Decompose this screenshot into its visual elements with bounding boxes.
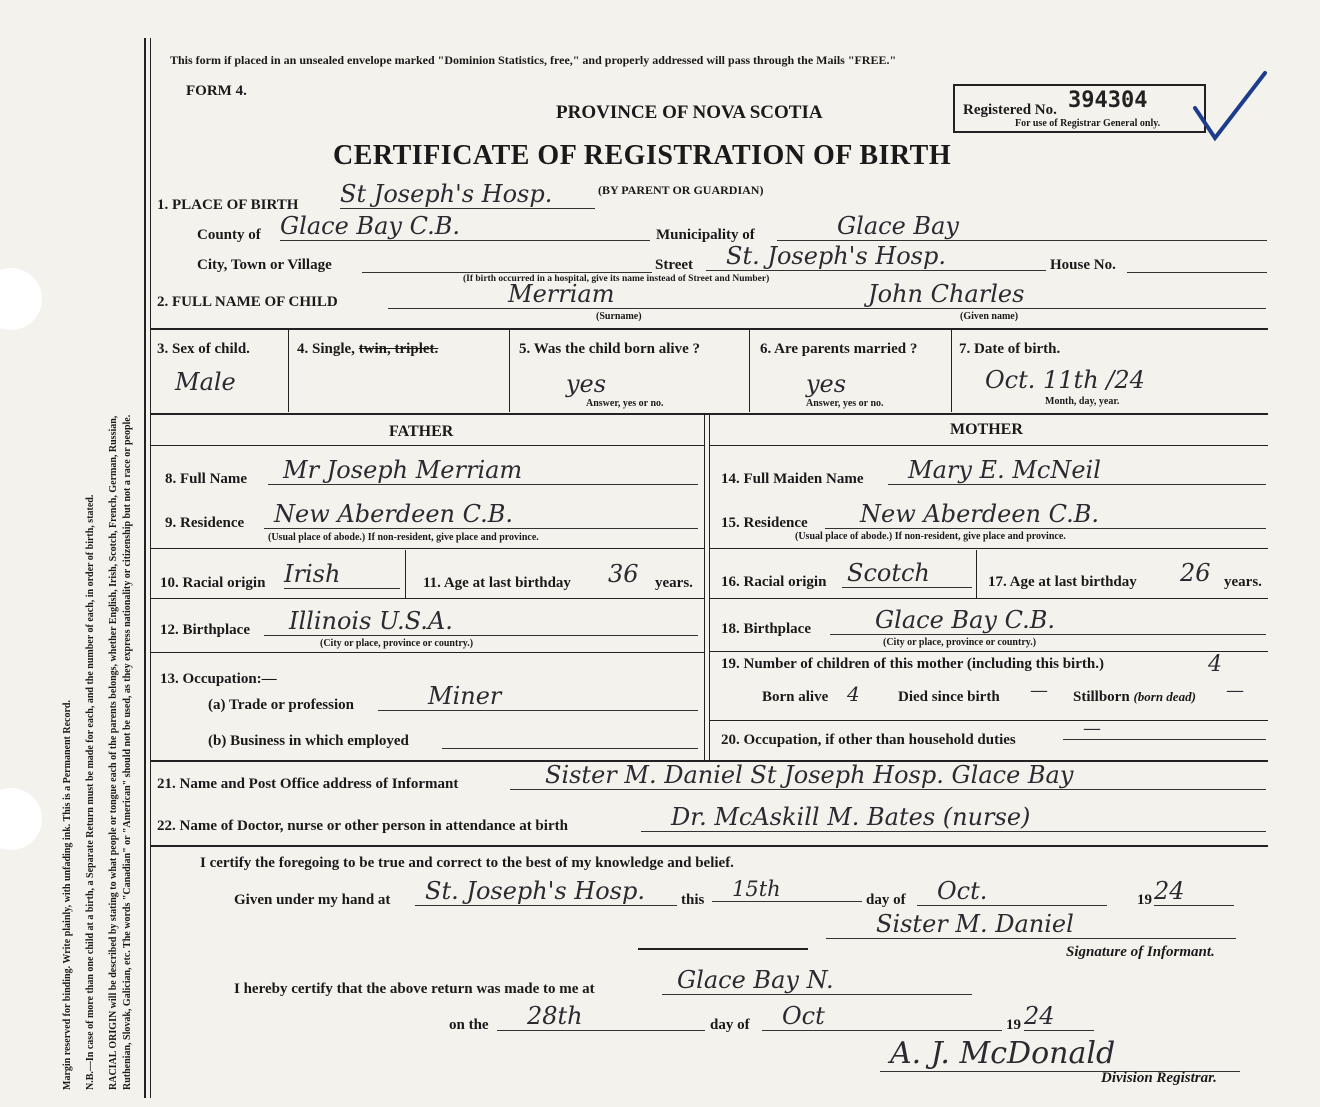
mother-name-value: Mary E. McNeil [888,456,1266,485]
doctor-value: Dr. McAskill M. Bates (nurse) [641,803,1266,832]
registrar-note: For use of Registrar General only. [1015,118,1161,129]
trade-label: (a) Trade or profession [208,697,354,713]
stillborn-text: Stillborn [1073,689,1130,705]
separator-line [638,948,808,950]
doctor-label: 22. Name of Doctor, nurse or other person in attendance at birth [157,818,568,834]
died-since-birth-label: Died since birth [898,689,1000,705]
city-line [362,272,652,273]
born-alive-label: 5. Was the child born alive ? [519,341,700,357]
children-count-value: 4 [1208,652,1222,677]
form-left-border [144,38,146,1098]
day-of-label: day of [710,1017,750,1033]
mother-residence-label: 15. Residence [721,515,808,531]
father-racial-origin-value: Irish [284,560,400,589]
father-birthplace-label: 12. Birthplace [160,622,250,638]
registrar-month-value: Oct [762,1002,1002,1031]
date-of-birth-value: Oct. 11th /24 [985,366,1145,394]
mother-birthplace-value: Glace Bay C.B. [830,606,1266,635]
given-day-value: 15th [712,877,862,902]
informant-label: 21. Name and Post Office address of Informant [157,776,459,792]
given-under-hand-label: Given under my hand at [234,892,391,908]
place-value: St Joseph's Hosp. [340,180,595,209]
mother-heading: MOTHER [950,421,1023,438]
division-registrar-caption: Division Registrar. [1101,1070,1217,1086]
mother-occupation-label: 20. Occupation, if other than household duties [721,732,1016,748]
day-of-label: day of [866,892,906,908]
certify-statement: I certify the foregoing to be true and correct to the best of my knowledge and belief. [200,855,734,871]
center-divider [709,415,710,760]
died-since-birth-value: — [1030,680,1048,701]
father-age-label: 11. Age at last birthday [423,575,571,591]
child-given-name: John Charles [848,280,1266,309]
mother-birthplace-caption: (City or place, province or country.) [883,637,1037,648]
mail-note: This form if placed in an unsealed envelope marked "Dominion Statistics, free," and properly addressed will pass through the Mails "FREE." [170,53,897,67]
mother-residence-value: New Aberdeen C.B. [825,500,1266,529]
child-name-label: 2. FULL NAME OF CHILD [157,294,338,310]
trade-value: Miner [378,682,698,711]
mother-age-label: 17. Age at last birthday [988,574,1137,590]
mother-age-value: 26 [1180,559,1211,587]
informant-value: Sister M. Daniel St Joseph Hosp. Glace Bay [510,761,1266,790]
born-alive-value: yes [566,370,607,398]
stillborn-label [1073,689,1196,706]
municipality-value: Glace Bay [777,212,1267,241]
subtitle: (BY PARENT OR GUARDIAN) [598,183,764,197]
given-month-value: Oct. [917,877,1107,906]
stillborn-value: — [1226,680,1244,701]
single-label [297,341,438,358]
given-caption: (Given name) [960,311,1019,322]
year-prefix: 19 [1006,1017,1021,1033]
child-surname: Merriam [388,280,848,309]
cell-divider [288,330,289,412]
rule [150,328,1268,330]
rule [709,548,1268,549]
children-count-label: 19. Number of children of this mother (including this birth.) [721,656,1104,672]
mother-occupation-value: — [1063,718,1266,740]
house-label: House No. [1050,257,1116,273]
business-label: (b) Business in which employed [208,733,409,749]
father-name-value: Mr Joseph Merriam [268,456,698,485]
father-age-value: 36 [608,560,639,588]
surname-caption: (Surname) [596,311,642,322]
year-prefix: 19 [1137,892,1152,908]
date-caption: Month, day, year. [1045,396,1120,407]
street-value: St. Joseph's Hosp. [706,242,1046,271]
mother-racial-origin-label: 16. Racial origin [721,574,827,590]
cell-divider [951,330,952,412]
registrar-place-value: Glace Bay N. [662,966,972,995]
rule [709,598,1268,599]
born-alive-count-value: 4 [847,682,860,706]
hospital-note: (If birth occurred in a hospital, give its name instead of Street and Number) [463,274,770,284]
business-line [442,748,698,749]
form-left-border-inner [150,38,151,1098]
binding-hole-bottom [0,788,42,850]
usual-abode-text: (Usual place of abode.) [795,531,893,542]
house-line [1127,272,1267,273]
registered-label: Registered No. [963,102,1057,118]
registrar-year-value: 24 [1024,1002,1094,1031]
years-label: years. [655,575,693,591]
informant-signature-caption: Signature of Informant. [1066,944,1215,960]
answer-caption: Answer, yes or no. [586,398,664,409]
county-value: Glace Bay C.B. [280,212,650,241]
rule [709,445,1268,446]
father-residence-value: New Aberdeen C.B. [264,500,698,529]
registrar-statement: I hereby certify that the above return was made to me at [234,981,595,997]
given-place-value: St. Joseph's Hosp. [415,877,677,906]
non-resident-text: If non-resident, give place and province. [894,531,1066,542]
cell-divider [405,550,406,598]
mother-birthplace-label: 18. Birthplace [721,621,811,637]
center-divider [704,415,705,760]
father-residence-label: 9. Residence [165,515,245,531]
form-number: FORM 4. [186,83,247,99]
rule [150,548,704,549]
cell-divider [976,550,977,598]
father-birthplace-caption: (City or place, province or country.) [320,638,474,649]
city-label: City, Town or Village [197,257,332,273]
rule [150,445,704,446]
informant-signature: Sister M. Daniel [826,910,1236,939]
margin-note: Ruthenian, Slovak, Galician, etc. The words "Canadian" or "American" should not be used, as they express nationality or citizenship but not a race or people. [122,414,133,1090]
father-heading: FATHER [389,423,454,440]
born-dead-note: (born dead) [1133,689,1196,704]
street-label: Street [655,257,694,273]
answer-caption: Answer, yes or no. [806,398,884,409]
single-text: 4. Single, [297,341,355,357]
municipality-label: Municipality of [656,227,755,243]
father-name-label: 8. Full Name [165,471,248,487]
father-residence-caption [268,532,539,543]
place-label: 1. PLACE OF BIRTH [157,197,299,213]
rule [150,845,1268,847]
mother-residence-caption [795,531,1066,542]
years-label: years. [1224,574,1262,590]
check-mark-stroke [1195,73,1265,138]
rule [150,652,704,653]
rule [709,651,1268,652]
mother-racial-origin-value: Scotch [842,559,972,588]
usual-abode-text: (Usual place of abode.) [268,532,366,543]
father-racial-origin-label: 10. Racial origin [160,575,266,591]
rule [150,598,704,599]
twin-triplet-text: twin, triplet. [358,341,439,357]
born-alive-count-label: Born alive [762,689,829,705]
cell-divider [749,330,750,412]
registrar-day-value: 28th [497,1002,705,1031]
page-title: CERTIFICATE OF REGISTRATION OF BIRTH [333,140,952,171]
sex-value: Male [175,368,236,396]
check-mark-icon [1190,68,1270,148]
binding-hole-top [0,268,42,330]
sex-label: 3. Sex of child. [157,341,250,357]
margin-note: RACIAL ORIGIN will be described by stating to what people or tongue each of the parents belongs, whether English, Irish, Scotch, French, German, Russian, [108,415,119,1090]
father-birthplace-value: Illinois U.S.A. [264,607,698,636]
father-occupation-label: 13. Occupation:— [160,671,277,687]
province-title: PROVINCE OF NOVA SCOTIA [556,102,823,123]
registrar-signature: A. J. McDonald [880,1036,1240,1072]
margin-note: N.B.—In case of more than one child at a birth, a Separate Return must be made for each, and the number of each, in order of birth, stated. [85,494,96,1090]
date-of-birth-label: 7. Date of birth. [959,341,1061,357]
cell-divider [509,330,510,412]
non-resident-text: If non-resident, give place and province. [367,532,539,543]
margin-note: Margin reserved for binding. Write plainly, with unfading ink. This is a Permanent Record. [62,700,73,1090]
parents-married-value: yes [806,370,847,398]
given-year-value: 24 [1154,877,1234,906]
registered-number: 394304 [1068,88,1148,113]
this-label: this [681,892,705,908]
county-label: County of [197,227,261,243]
mother-name-label: 14. Full Maiden Name [721,471,864,487]
parents-married-label: 6. Are parents married ? [760,341,918,357]
on-the-label: on the [449,1017,489,1033]
